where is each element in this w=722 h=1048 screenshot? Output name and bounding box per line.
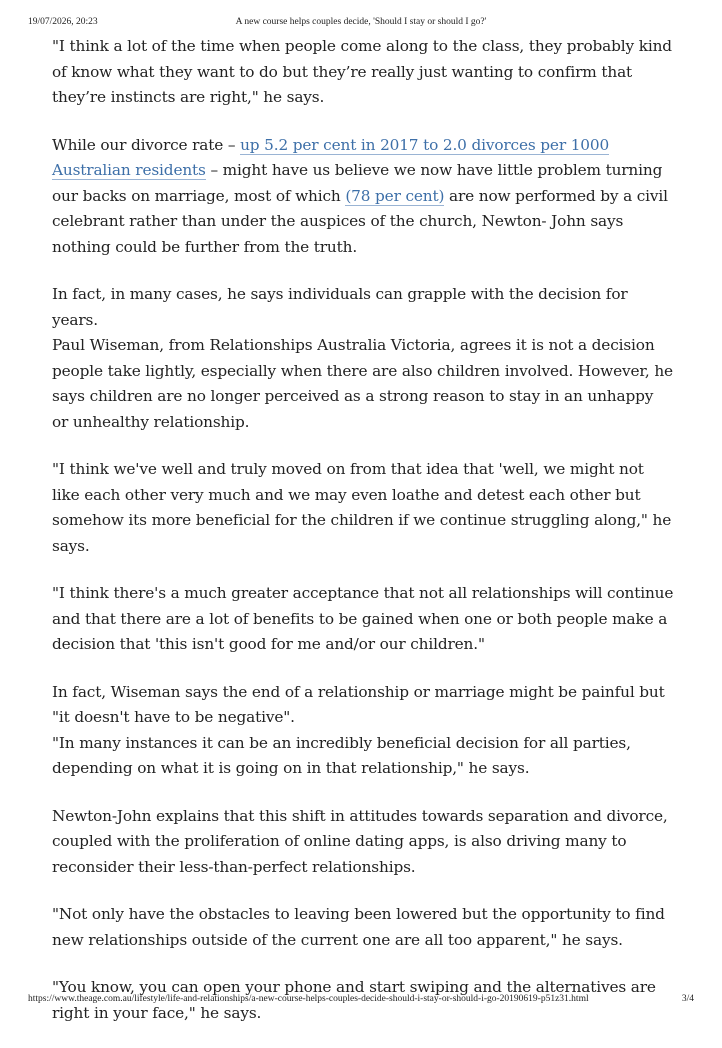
- paragraph-text: While our divorce rate –: [52, 135, 241, 154]
- paragraph-text: – might have us believe we now have little problem turning our backs on marriage, most of which: [52, 161, 663, 205]
- divorce-rate-link[interactable]: up 5.2 per cent in 2017 to 2.0 divorces per 1000 Australian residents: [52, 135, 610, 179]
- paragraph-text: are now performed by a civil celebrant rather than under the auspices of the church, Newton- John says nothing could be further from the truth.: [52, 186, 668, 256]
- print-page-title: A new course helps couples decide, 'Should I stay or should I go?': [235, 17, 487, 27]
- article-paragraph: "In many instances it can be an incredibly beneficial decision for all parties, depending on what it is going on in that relationship," he says.: [52, 733, 631, 777]
- article-body: [52, 34, 674, 1048]
- article-paragraph: In fact, in many cases, he says individuals can grapple with the decision for years.: [52, 285, 628, 329]
- print-footer: [28, 994, 694, 1008]
- article-paragraph: Paul Wiseman, from Relationships Australia Victoria, agrees it is not a decision people take lightly, especially when there are also children involved. However, he says children are no longer perceived as a strong reason to stay in an unhappy or unhealthy relationship.: [52, 336, 673, 431]
- article-paragraph: Newton-John explains that this shift in attitudes towards separation and divorce, coupled with the proliferation of online dating apps, is also driving many to reconsider their less-than-perfect relationships.: [52, 806, 668, 876]
- article-paragraph: "I think we've well and truly moved on from that idea that 'well, we might not like each other very much and we may even loathe and detest each other but somehow its more beneficial for the children if we continue struggling along," he says.: [52, 460, 672, 555]
- print-header: [28, 17, 694, 31]
- article-paragraph: "You know, you can open your phone and start swiping and the alternatives are right in your face," he says.: [52, 978, 656, 1022]
- article-paragraph: "I think a lot of the time when people come along to the class, they probably kind of know what they want to do but they’re really just wanting to confirm that they’re instincts are right," he says.: [52, 37, 672, 106]
- article-paragraph: In fact, Wiseman says the end of a relationship or marriage might be painful but "it doesn't have to be negative".: [52, 682, 665, 726]
- article-paragraph: "I think there's a much greater acceptance that not all relationships will continue and that there are a lot of benefits to be gained when one or both people make a decision that 'this isn't good for me and/or our children.": [52, 584, 674, 653]
- print-url: https://www.theage.com.au/lifestyle/life-and-relationships/a-new-course-helps-couples-decide-should-i-stay-or-should-i-go-20190619-p51z31.html: [28, 994, 589, 1004]
- print-datetime: 19/07/2026, 20:23: [28, 17, 98, 27]
- page-number: 3/4: [681, 994, 694, 1004]
- celebrant-percent-link[interactable]: (78 per cent): [345, 186, 445, 205]
- article-paragraph: "Not only have the obstacles to leaving been lowered but the opportunity to find new relationships outside of the current one are all too apparent," he says.: [52, 905, 665, 949]
- article-paragraph: [52, 133, 674, 261]
